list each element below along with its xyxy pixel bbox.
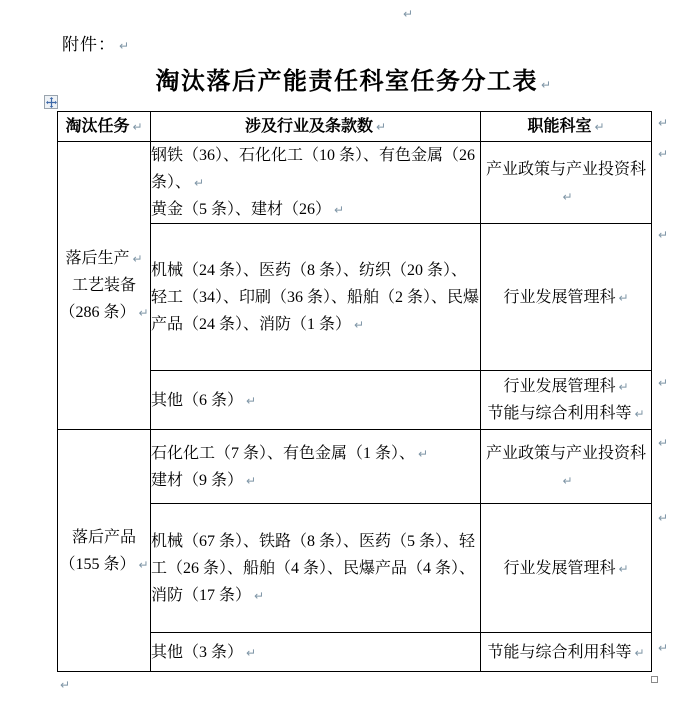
paragraph-mark-icon: ↵ <box>418 446 429 461</box>
end-of-row-mark-icon: ↵ <box>658 228 669 242</box>
header-task[interactable] <box>58 112 151 142</box>
page-title <box>57 66 651 98</box>
header-industries-label: 涉及行业及条款数 <box>244 118 373 135</box>
cell-industries[interactable] <box>151 224 481 371</box>
paragraph-mark-icon: ↵ <box>594 120 605 134</box>
industries-text: 其他（3 条） <box>151 643 244 661</box>
department-text: 产业政策与产业投资科 <box>485 444 646 462</box>
end-of-row-mark-icon: ↵ <box>658 436 669 450</box>
paragraph-mark-icon: ↵ <box>618 380 629 394</box>
cell-industries[interactable] <box>151 430 481 504</box>
cell-department[interactable] <box>481 504 652 633</box>
industries-text: 建材（9 条） <box>151 471 244 489</box>
paragraph-mark-icon: ↵ <box>119 39 131 53</box>
cell-department[interactable] <box>481 633 652 672</box>
task-line: 工艺装备 <box>71 277 136 294</box>
cell-department[interactable] <box>481 371 652 430</box>
task-division-table <box>57 111 652 672</box>
cell-department[interactable] <box>481 224 652 371</box>
department-text: 节能与综合利用科等 <box>487 405 632 422</box>
paragraph-mark-icon: ↵ <box>138 557 149 572</box>
industries-text: 石化化工（7 条）、有色金属（1 条）、 <box>151 444 416 462</box>
page-title-text: 淘汰落后产能责任科室任务分工表 <box>155 69 538 95</box>
cell-industries[interactable] <box>151 142 481 224</box>
header-task-label: 淘汰任务 <box>65 118 130 135</box>
table-row <box>58 142 652 224</box>
industries-text: 机械（67 条）、铁路（8 条）、医药（5 条）、轻工（26 条）、船舶（4 条）、民爆产品（4 条）、消防（17 条） <box>151 532 476 604</box>
paragraph-mark-icon: ↵ <box>634 645 645 660</box>
industries-text: 机械（24 条）、医药（8 条）、纺织（20 条）、轻工（34）、印刷（36 条）、船舶（2 条）、民爆产品（24 条）、消防（1 条） <box>151 261 480 333</box>
cell-department[interactable] <box>481 142 652 224</box>
paragraph-mark-icon: ↵ <box>254 588 265 603</box>
paragraph-mark-icon: ↵ <box>132 120 143 134</box>
table-move-handle[interactable] <box>44 95 58 109</box>
paragraph-mark-icon: ↵ <box>403 7 414 21</box>
paragraph-mark-icon: ↵ <box>246 645 257 660</box>
end-of-row-mark-icon: ↵ <box>658 147 669 161</box>
paragraph-mark-icon: ↵ <box>132 252 143 266</box>
industries-text: 黄金（5 条）、建材（26） <box>151 201 332 218</box>
table-header-row <box>58 112 652 142</box>
end-of-row-mark-icon: ↵ <box>658 116 669 130</box>
paragraph-mark-icon: ↵ <box>246 473 257 488</box>
department-text: 行业发展管理科 <box>503 559 616 577</box>
cell-task-group-equipment[interactable] <box>58 142 151 430</box>
cell-industries[interactable] <box>151 633 481 672</box>
paragraph-mark-icon: ↵ <box>618 561 629 576</box>
paragraph-mark-icon: ↵ <box>60 678 71 692</box>
end-of-row-mark-icon: ↵ <box>658 511 669 525</box>
industries-text: 钢铁（36）、石化化工（10 条）、有色金属（26 条）、 <box>151 147 476 191</box>
paragraph-mark-icon: ↵ <box>375 120 387 134</box>
task-line: （286 条） <box>59 304 136 321</box>
paragraph-mark-icon: ↵ <box>562 473 573 488</box>
cell-department[interactable] <box>481 430 652 504</box>
move-arrows-icon <box>46 97 57 108</box>
paragraph-mark-icon: ↵ <box>634 407 645 421</box>
task-line: 落后产品 <box>71 528 136 546</box>
header-industries[interactable] <box>151 112 481 142</box>
attachment-label: 附件： <box>62 35 116 54</box>
task-line: 落后生产 <box>65 250 130 267</box>
header-department-label: 职能科室 <box>527 118 592 135</box>
table-resize-handle[interactable] <box>651 676 658 683</box>
header-department[interactable] <box>481 112 652 142</box>
end-of-row-mark-icon: ↵ <box>658 376 669 390</box>
paragraph-mark-icon: ↵ <box>334 203 345 217</box>
paragraph-mark-icon: ↵ <box>562 189 573 204</box>
paragraph-mark-icon: ↵ <box>618 290 629 305</box>
paragraph-mark-icon: ↵ <box>138 306 149 320</box>
department-text: 行业发展管理科 <box>503 288 616 306</box>
industries-text: 其他（6 条） <box>151 391 244 409</box>
department-text: 产业政策与产业投资科 <box>485 160 646 178</box>
department-text: 行业发展管理科 <box>503 378 616 395</box>
end-of-row-mark-icon: ↵ <box>658 641 669 655</box>
paragraph-mark-icon: ↵ <box>540 78 553 92</box>
department-text: 节能与综合利用科等 <box>487 643 632 661</box>
task-line: （155 条） <box>59 555 136 573</box>
paragraph-mark-icon: ↵ <box>354 317 365 332</box>
table-row <box>58 430 652 504</box>
cell-industries[interactable] <box>151 371 481 430</box>
cell-task-group-products[interactable] <box>58 430 151 672</box>
attachment-line <box>62 30 130 55</box>
paragraph-mark-icon: ↵ <box>246 393 257 408</box>
cell-industries[interactable] <box>151 504 481 633</box>
paragraph-mark-icon: ↵ <box>194 176 205 190</box>
